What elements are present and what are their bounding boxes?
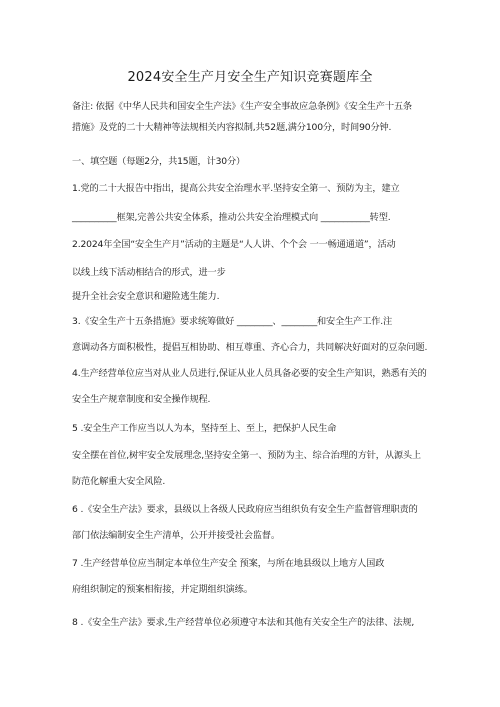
question-2-line-1: 2.2024年全国“安全生产月”活动的主题是“人人讲、个个会 一一畅通通道”，活动 [72,239,396,250]
question-6-line-1: 6 .《安全生产法》要求，县级以上各级人民政府应当组织负有安全生产监督管理职责的 [72,504,418,515]
question-4-line-1: 4.生产经营单位应当对从业人员进行,保证从业人员具备必要的安全生产知识，熟悉有关的 [72,368,427,379]
section-heading: 一、填空题（每题2分，共15题，计30分） [72,156,246,167]
question-5-line-2: 安全摆在首位,树牢安全发展理念,坚持安全第一、预防为主、综合治理的方针，从源头上 [72,450,421,461]
note-line-2: 措施》及党的二十大精神等法规相关内容拟制,共52题,满分100分，时间90分钟. [72,122,392,133]
note-line-1: 备注: 依据《中华人民共和国安全生产法》《生产安全事故应急条例》《安全生产十五条 [72,101,412,112]
question-5-line-3: 防范化解重大安全风险. [72,476,166,487]
document-title: 2024安全生产月安全生产知识竞赛题库全 [127,70,373,85]
question-8-line-1: 8 .《安全生产法》要求,生产经营单位必须遵守本法和其他有关安全生产的法律、法规, [72,617,415,628]
question-6-line-2: 部门依法编制安全生产清单，公开并接受社会监督。 [72,530,280,541]
question-1-line-1: 1.党的二十大报告中指出，提高公共安全治理水平.坚持安全第一、预防为主，建立 [72,183,400,194]
question-2-line-3: 提升全社会安全意识和避险逃生能力. [72,291,220,302]
question-3-line-2: 意调动各方面积极性，提倡互相协助、相互尊重、齐心合力，共同解决好面对的豆杂问题. [72,342,428,353]
question-7-line-2: 府组织制定的预案相衔接，并定期组织演练。 [72,584,253,595]
question-7-line-1: 7 .生产经营单位应当制定本单位生产安全 预案，与所在地县级以上地方人国政 [72,558,385,569]
question-3-line-1: 3.《安全生产十五条措施》要求统筹做好 ________、________和安全生产工作.注 [72,316,393,327]
question-2-line-2: 以线上线下活动相结合的形式，进一步 [72,267,226,278]
question-4-line-2: 安全生产规章制度和安全操作规程. [72,394,211,405]
question-5-line-1: 5 .安全生产工作应当以人为本，坚持至上、至上，把保护人民生命 [72,423,337,434]
question-1-line-2: __________框架,完善公共安全体系，推动公共安全治理模式向 ___________转型. [72,212,391,223]
